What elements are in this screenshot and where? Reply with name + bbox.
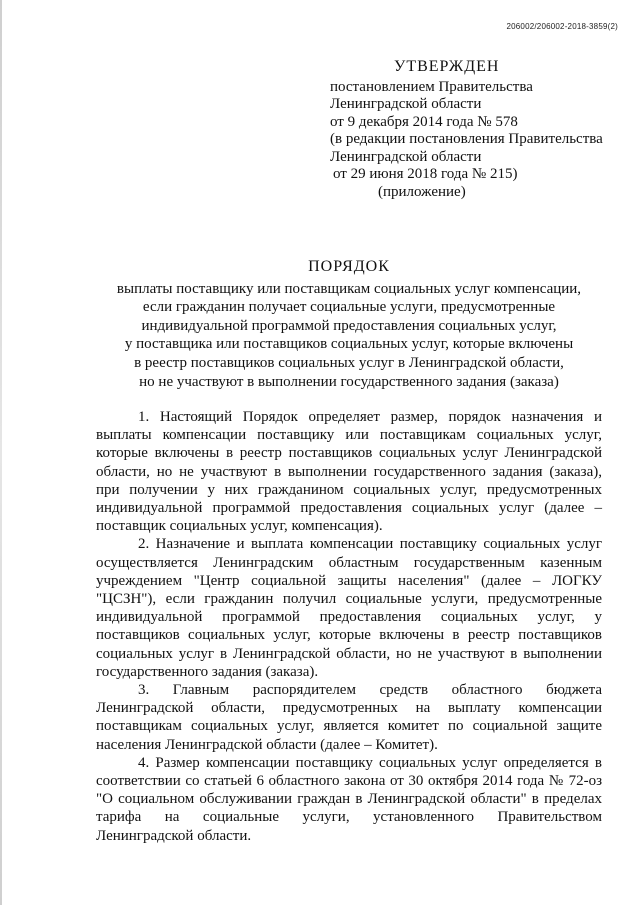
paragraph-4: 4. Размер компенсации поставщику социальных услуг определяется в соответствии со статьей 6 областного закона от 30 октября 2014 года № 72-оз "О социальном обслуживании граждан в Ленинградской области" в пределах тарифа на социальные услуги, установленного Правительством Ленинградской области. — [96, 754, 602, 844]
approval-line-1: постановлением Правительства — [330, 78, 533, 95]
scan-edge — [0, 0, 2, 905]
paragraph-1: 1. Настоящий Порядок определяет размер, порядок назначения и выплаты компенсации поставщику или поставщикам социальных услуг, которые включены в реестр поставщиков социальных услуг Ленинградской области, но не участвуют в выполнении государственного задания (заказа), при получении у них гражданином социальных услуг, предусмотренных индивидуальной программой предоставления социальных услуг (далее – поставщик социальных услуг, компенсация). — [96, 409, 602, 535]
approval-line-5: Ленинградской области — [330, 148, 482, 165]
heading-line-2: если гражданин получает социальные услуги, предусмотренные — [142, 299, 556, 316]
approval-line-3: от 9 декабря 2014 года № 578 — [330, 113, 518, 130]
approval-line-6: от 29 июня 2018 года № 215) — [333, 166, 518, 182]
paragraph-2: 2. Назначение и выплата компенсации поставщику социальных услуг осуществляется Ленинградским областным государственным казенным учреждением "Центр социальной защиты населения" (далее – ЛОГКУ "ЦСЗН"), если гражданин получил социальные услуги, предусмотренные индивидуальной программой предоставления социальных услуг, у поставщиков социальных услуг, которые включены в реестр поставщиков социальных услуг в Ленинградской области, но не участвуют в выполнении государственного задания (заказа). — [96, 536, 602, 680]
approval-block — [330, 58, 620, 201]
heading-line-6: но не участвуют в выполнении государственного задания (заказа) — [139, 373, 559, 390]
approval-title: УТВЕРЖДЕН — [394, 58, 500, 75]
approval-line-7: (приложение) — [378, 183, 466, 200]
heading-line-1: выплаты поставщику или поставщикам социальных услуг компенсации, — [116, 280, 582, 297]
heading-line-3: индивидуальной программой предоставления социальных услуг, — [141, 317, 557, 334]
document-reference-number: 206002/206002-2018-3859(2) — [506, 22, 618, 31]
paragraph-3: 3. Главным распорядителем средств областного бюджета Ленинградской области, предусмотренных на выплату компенсации поставщикам социальных услуг, является комитет по социальной защите населения Ленинградской области (далее – Комитет). — [96, 682, 602, 753]
document-body — [96, 408, 602, 845]
heading-line-5: в реестр поставщиков социальных услуг в Ленинградской области, — [134, 354, 564, 371]
heading-title: ПОРЯДОК — [308, 258, 390, 275]
approval-line-2: Ленинградской области — [330, 96, 482, 112]
document-heading — [96, 258, 602, 391]
approval-line-4: (в редакции постановления Правительства — [330, 131, 603, 147]
heading-line-4: у поставщика или поставщиков социальных услуг, которые включены — [124, 336, 574, 353]
